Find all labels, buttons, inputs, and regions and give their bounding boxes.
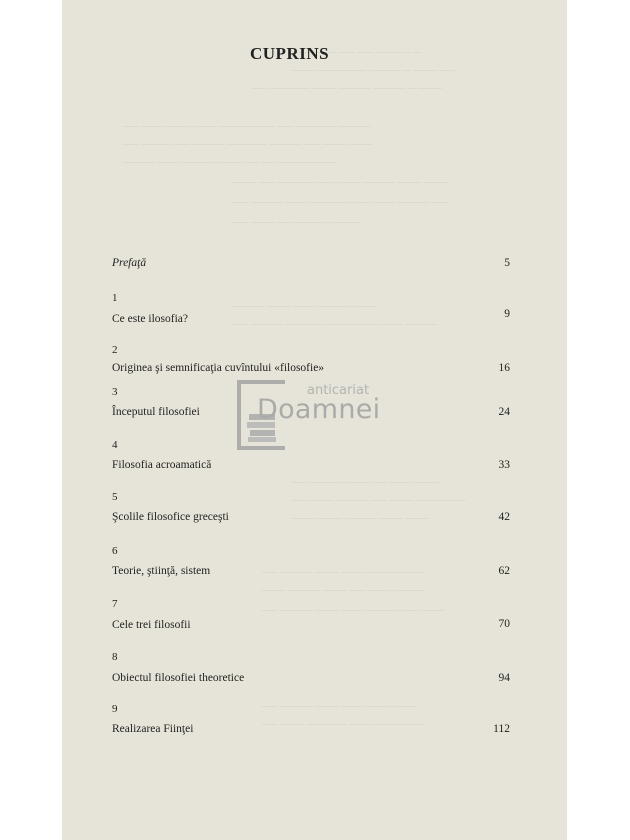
toc-entry — [112, 703, 510, 743]
toc-entry-number: 3 — [112, 386, 118, 398]
toc-entry-label: Ce este ilosofia? — [112, 313, 189, 325]
toc-entry-number: 8 — [112, 651, 118, 663]
toc-entry-page: 42 — [498, 511, 510, 523]
toc-entry — [112, 598, 510, 638]
toc-entry-number: 6 — [112, 545, 118, 557]
toc-entry-page: 33 — [498, 459, 510, 471]
toc-entry-number: 5 — [112, 491, 118, 503]
toc-entry — [112, 545, 510, 585]
toc-entry-label: Începutul filosofiei — [112, 406, 200, 418]
toc-entry-label: Originea şi semnificaţia cuvîntului «filosofie» — [112, 362, 325, 374]
toc-entry-page: 62 — [498, 565, 510, 577]
toc-entry-preface — [112, 257, 510, 277]
toc-entry-label: Teorie, ştiinţă, sistem — [112, 565, 211, 577]
toc-entry-page: 24 — [498, 406, 510, 418]
toc-entry-number: 1 — [112, 292, 118, 304]
toc-entry-label: Şcolile filosofice greceşti — [112, 511, 229, 523]
toc-entry-page: 94 — [498, 672, 510, 684]
toc-entry-page: 16 — [498, 362, 510, 374]
toc-entry-label: Realizarea Fiinţei — [112, 723, 194, 735]
toc-entry-page: 9 — [504, 308, 510, 320]
watermark-main-text: Doamnei — [257, 394, 381, 425]
toc-entry-label: Prefaţă — [112, 257, 147, 269]
toc-entry-label: Cele trei filosofii — [112, 619, 191, 631]
page-title: CUPRINS — [250, 44, 330, 63]
toc-entry — [112, 292, 510, 332]
toc-entry-number: 7 — [112, 598, 118, 610]
toc-entry-page: 5 — [504, 257, 510, 269]
watermark-top-text: anticariat — [307, 383, 370, 398]
toc-entry-number: 9 — [112, 703, 118, 715]
bleed-through-text: — — — —— —— —— — —— —— —— ——— — ———— —————— ——— ——— — ———— ———— ——— ————— —— ———— ————— —— ——————— ——— ——— ——— —— ——— ——— —— ———— ————— ———— —— ———— —— ——————— —— —— ——— ———— ——— ———— ——— ——— ———— ——— —— ————— —— ——— —— ———— ——— —— ————— ——— ———— —— ———— ———— —— ——— —— ——— ———— ——— ——— ———— ———— ——— ———— —— ————— ———— —— ——— ——— —— ——— ———— —— —— ———— ——— —— ———— ——— —— ——— ——— ———— ——— ——— ——— ———— ——— ——— ———— —— ———— ——— —— ——— ———— ——— ——— —— ———— ——— ——— ———— —— ——— ——— ——— ——— ———— —— ———— —— ——— ————— ——— —— — [122, 47, 466, 729]
toc-entry-label: Filosofia acroamatică — [112, 459, 212, 471]
watermark-logo — [237, 380, 407, 460]
toc-entry — [112, 651, 510, 691]
toc-entry-page: 70 — [498, 618, 510, 630]
toc-entry-number: 4 — [112, 439, 118, 451]
toc-entry-label: Obiectul filosofiei theoretice — [112, 672, 245, 684]
toc-entry-number: 2 — [112, 344, 118, 356]
book-page — [62, 0, 567, 840]
toc-entry — [112, 491, 510, 531]
toc-entry-page: 112 — [493, 723, 510, 735]
toc-entry — [112, 344, 510, 384]
